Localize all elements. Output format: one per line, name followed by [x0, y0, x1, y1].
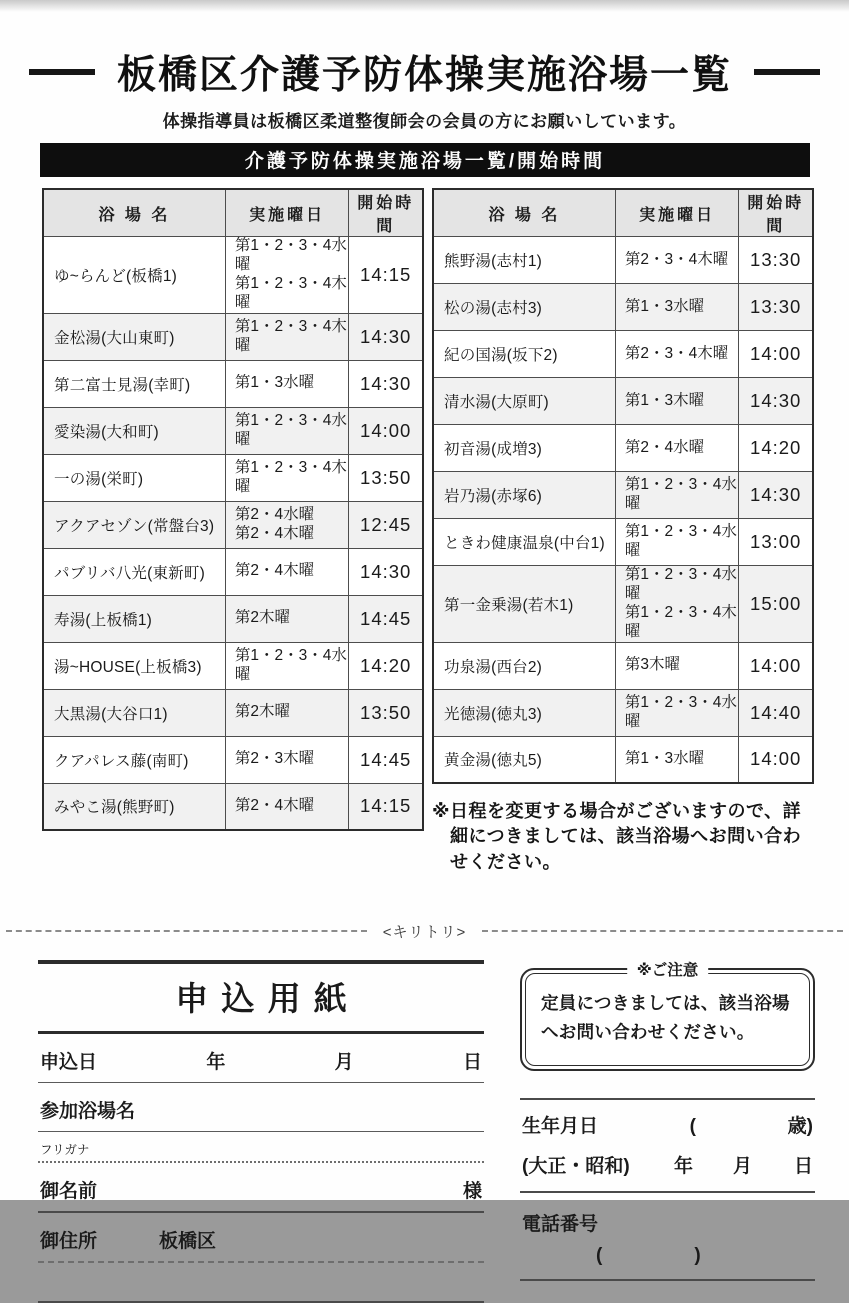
bathhouse-name: 第二富士見湯(幸町)	[43, 360, 225, 407]
schedule-days: 第1・2・3・4木曜	[225, 313, 349, 360]
bathhouse-row	[43, 642, 423, 689]
bathhouse-name: ゆ~らんど(板橋1)	[43, 237, 225, 314]
start-time: 14:30	[349, 313, 423, 360]
left-table-column	[42, 188, 424, 831]
start-time: 13:50	[349, 689, 423, 736]
schedule-days: 第1・2・3・4木曜	[225, 454, 349, 501]
bathhouse-row	[43, 783, 423, 830]
birth-day-label: 日	[793, 1156, 813, 1178]
bathhouse-tables	[42, 188, 814, 875]
right-table-column	[432, 188, 814, 875]
bathhouse-row	[43, 360, 423, 407]
cut-dash-left	[6, 930, 367, 932]
birthdate-field	[520, 1098, 815, 1193]
bathhouse-row	[433, 566, 813, 643]
cut-line	[6, 921, 843, 942]
scan-edge-artifact	[0, 0, 849, 12]
schedule-days: 第2木曜	[225, 689, 349, 736]
bathhouse-name: 功泉湯(西台2)	[433, 642, 615, 689]
notice-label: ※ご注意	[627, 958, 709, 980]
title-dash-left	[29, 69, 95, 75]
bathhouse-row	[43, 313, 423, 360]
schedule-change-note: ※日程を変更する場合がございますので、詳細につきましては、該当浴場へお問い合わせください。	[432, 801, 802, 872]
start-time: 13:30	[739, 284, 813, 331]
bathhouse-name: 寿湯(上板橋1)	[43, 595, 225, 642]
day-label: 日	[462, 1051, 482, 1073]
phone-label: 電話番号	[522, 1214, 599, 1236]
schedule-days: 第1・2・3・4水曜	[615, 519, 739, 566]
start-time: 15:00	[739, 566, 813, 643]
table-header-row	[43, 189, 423, 237]
bathhouse-name: ときわ健康温泉(中台1)	[433, 519, 615, 566]
cut-line-label: <キリトリ>	[382, 923, 467, 941]
bathhouse-row	[43, 501, 423, 548]
bathhouse-name: アクアセゾン(常盤台3)	[43, 501, 225, 548]
bathhouse-name: 紀の国湯(坂下2)	[433, 331, 615, 378]
bath-name-label: 参加浴場名	[40, 1100, 136, 1122]
bathhouse-name: パブリバ八光(東新町)	[43, 548, 225, 595]
schedule-days: 第1・2・3・4水曜 第1・2・3・4木曜	[225, 237, 349, 314]
start-time: 13:00	[739, 519, 813, 566]
schedule-days: 第2・4木曜	[225, 548, 349, 595]
address-prefix: 板橋区	[159, 1230, 217, 1252]
page-title: 板橋区介護予防体操実施浴場一覧	[116, 54, 732, 97]
honorific-label: 様	[462, 1180, 482, 1202]
schedule-days: 第1・2・3・4水曜	[615, 472, 739, 519]
start-time: 14:30	[349, 360, 423, 407]
start-time: 14:30	[739, 378, 813, 425]
bathhouse-row	[433, 331, 813, 378]
title-dash-right	[754, 69, 820, 75]
furigana-label: フリガナ	[40, 1142, 90, 1157]
start-time: 14:45	[349, 595, 423, 642]
bathhouse-row	[433, 284, 813, 331]
form-left-column	[38, 960, 484, 1303]
bathhouse-name: クアパレス藤(南町)	[43, 736, 225, 783]
table-header-row	[433, 189, 813, 237]
column-header: 開始時間	[739, 189, 813, 237]
form-title-band	[38, 960, 484, 1034]
age-close-label: 歳)	[787, 1116, 813, 1138]
bathhouse-row	[433, 472, 813, 519]
address-field	[38, 1213, 484, 1263]
start-time: 14:20	[349, 642, 423, 689]
bathhouse-name: 清水湯(大原町)	[433, 378, 615, 425]
phone-paren-open: (	[596, 1245, 603, 1267]
bathhouse-row	[43, 454, 423, 501]
name-label: 御名前	[40, 1180, 98, 1202]
start-time: 13:50	[349, 454, 423, 501]
bathhouse-row	[433, 425, 813, 472]
birthdate-label: 生年月日	[522, 1116, 599, 1138]
bathhouse-table-left	[42, 188, 424, 831]
bathhouse-row	[43, 548, 423, 595]
schedule-days: 第1・2・3・4水曜	[225, 642, 349, 689]
schedule-days: 第1・3水曜	[615, 736, 739, 783]
start-time: 14:20	[739, 425, 813, 472]
start-time: 14:00	[739, 736, 813, 783]
column-header: 実施曜日	[615, 189, 739, 237]
schedule-days: 第1・2・3・4水曜	[225, 407, 349, 454]
address-label: 御住所	[40, 1230, 98, 1252]
start-time: 14:30	[349, 548, 423, 595]
month-label: 月	[334, 1051, 354, 1073]
bathhouse-name: 光徳湯(徳丸3)	[433, 689, 615, 736]
bathhouse-name: 熊野湯(志村1)	[433, 237, 615, 284]
schedule-days: 第1・3木曜	[615, 378, 739, 425]
apply-date-field	[38, 1034, 484, 1083]
form-right-column	[520, 960, 815, 1282]
schedule-days: 第2・3・4木曜	[615, 237, 739, 284]
birth-paren-open: (	[689, 1116, 696, 1138]
start-time: 14:30	[739, 472, 813, 519]
bathhouse-row	[433, 237, 813, 284]
start-time: 13:30	[739, 237, 813, 284]
column-header: 実施曜日	[225, 189, 349, 237]
document-header	[0, 0, 849, 100]
notice-text: 定員につきましては、該当浴場へお問い合わせください。	[541, 992, 790, 1043]
bathhouse-table-right	[432, 188, 814, 784]
schedule-days: 第1・2・3・4水曜 第1・2・3・4木曜	[615, 566, 739, 643]
start-time: 14:00	[349, 407, 423, 454]
phone-paren-close: )	[694, 1245, 701, 1267]
schedule-days: 第2・4木曜	[225, 783, 349, 830]
schedule-days: 第2・3・4木曜	[615, 331, 739, 378]
application-form	[38, 960, 815, 1303]
bathhouse-row	[433, 689, 813, 736]
apply-date-label: 申込日	[40, 1051, 98, 1073]
schedule-days: 第2・4水曜	[615, 425, 739, 472]
bathhouse-name: 黄金湯(徳丸5)	[433, 736, 615, 783]
page-subtitle: 体操指導員は板橋区柔道整復師会の会員の方にお願いしています。	[162, 112, 687, 131]
furigana-field	[38, 1132, 484, 1163]
address-continuation-field	[38, 1263, 484, 1303]
bathhouse-name: 岩乃湯(赤塚6)	[433, 472, 615, 519]
schedule-days: 第2・4水曜 第2・4木曜	[225, 501, 349, 548]
bathhouse-name: 一の湯(栄町)	[43, 454, 225, 501]
phone-field	[520, 1193, 815, 1281]
bathhouse-name: 第一金乗湯(若木1)	[433, 566, 615, 643]
era-row	[522, 1151, 813, 1178]
schedule-days: 第1・3水曜	[225, 360, 349, 407]
birth-year-label: 年	[673, 1156, 693, 1178]
bathhouse-name: 愛染湯(大和町)	[43, 407, 225, 454]
bathhouse-name: 初音湯(成増3)	[433, 425, 615, 472]
section-bar: 介護予防体操実施浴場一覧/開始時間	[40, 143, 810, 177]
notice-inner-border	[525, 973, 810, 1067]
column-header: 浴 場 名	[433, 189, 615, 237]
phone-parens-row	[522, 1245, 813, 1267]
bathhouse-row	[433, 378, 813, 425]
schedule-days: 第1・3水曜	[615, 284, 739, 331]
start-time: 14:40	[739, 689, 813, 736]
bathhouse-name: 大黒湯(大谷口1)	[43, 689, 225, 736]
year-label: 年	[206, 1051, 226, 1073]
start-time: 12:45	[349, 501, 423, 548]
bathhouse-row	[43, 689, 423, 736]
bathhouse-row	[43, 595, 423, 642]
bathhouse-row	[43, 407, 423, 454]
bathhouse-row	[43, 237, 423, 314]
name-field	[38, 1163, 484, 1213]
start-time: 14:45	[349, 736, 423, 783]
schedule-days: 第2木曜	[225, 595, 349, 642]
cut-dash-right	[482, 930, 843, 932]
bathhouse-name: 金松湯(大山東町)	[43, 313, 225, 360]
bathhouse-row	[43, 736, 423, 783]
schedule-days: 第3木曜	[615, 642, 739, 689]
birth-month-label: 月	[732, 1156, 752, 1178]
start-time: 14:00	[739, 642, 813, 689]
schedule-days: 第1・2・3・4水曜	[615, 689, 739, 736]
birthdate-row	[522, 1111, 813, 1138]
column-header: 浴 場 名	[43, 189, 225, 237]
bathhouse-name: 湯~HOUSE(上板橋3)	[43, 642, 225, 689]
bathhouse-name: 松の湯(志村3)	[433, 284, 615, 331]
column-header: 開始時間	[349, 189, 423, 237]
era-label: (大正・昭和)	[522, 1156, 630, 1178]
start-time: 14:15	[349, 783, 423, 830]
bathhouse-row	[433, 736, 813, 783]
schedule-days: 第2・3木曜	[225, 736, 349, 783]
start-time: 14:00	[739, 331, 813, 378]
start-time: 14:15	[349, 237, 423, 314]
bath-name-field	[38, 1083, 484, 1132]
bathhouse-row	[433, 642, 813, 689]
form-title: 申込用紙	[175, 979, 360, 1017]
bathhouse-row	[433, 519, 813, 566]
notice-box	[520, 961, 815, 1072]
bathhouse-name: みやこ湯(熊野町)	[43, 783, 225, 830]
